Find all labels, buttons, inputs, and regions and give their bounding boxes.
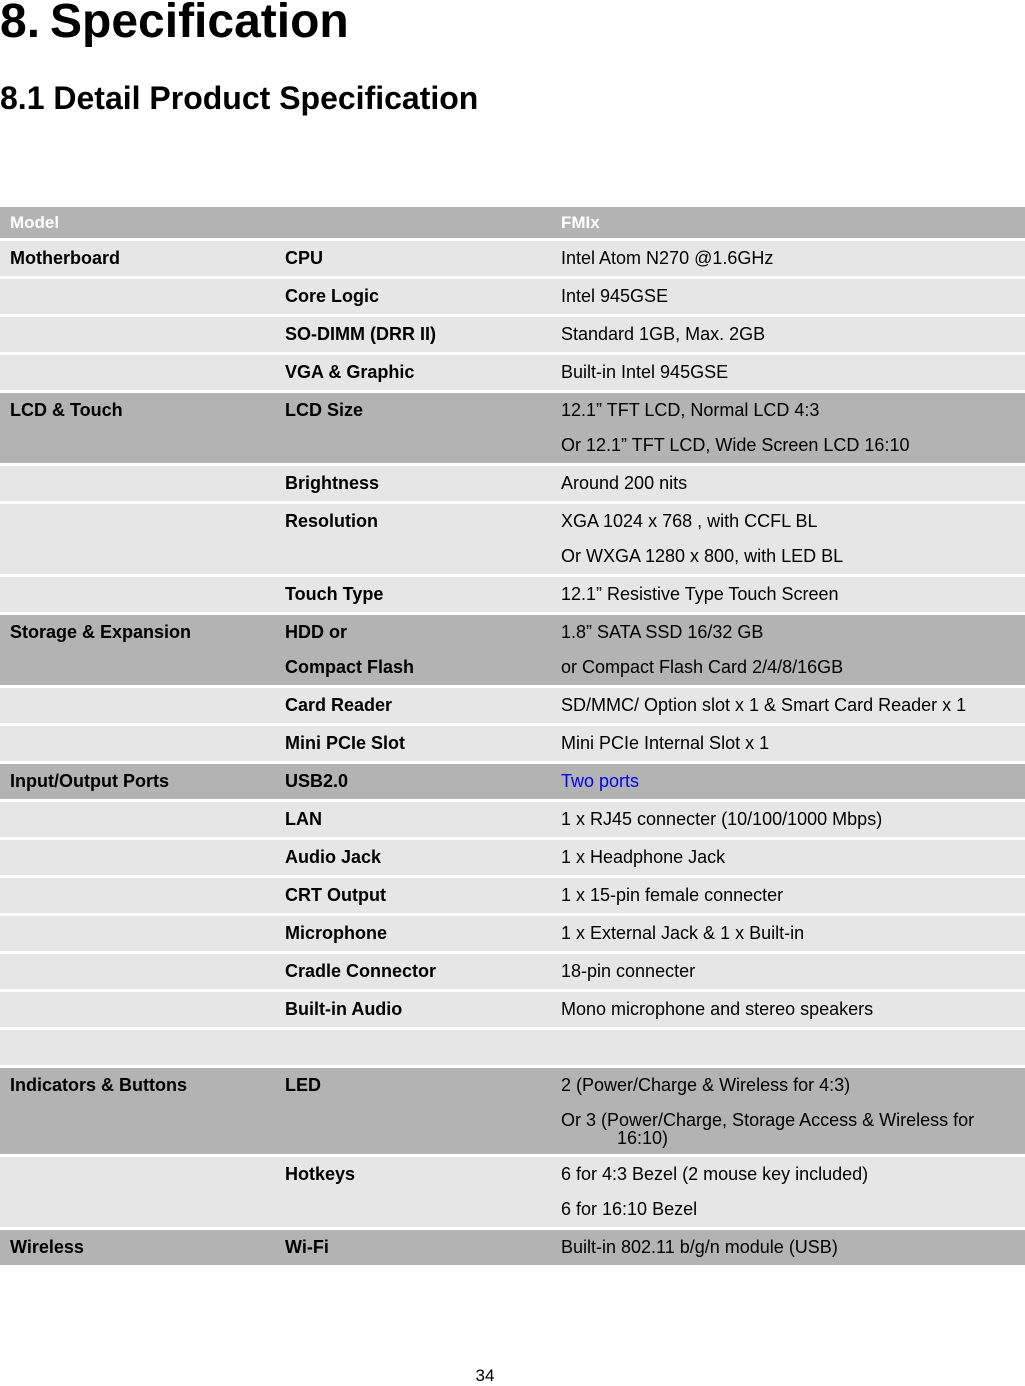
spec-item-line: Microphone xyxy=(285,923,387,943)
spec-category xyxy=(0,915,278,953)
spec-value-line: Or 3 (Power/Charge, Storage Access & Wireless for xyxy=(561,1110,975,1130)
table-row xyxy=(0,953,1025,991)
spec-item xyxy=(278,576,554,614)
table-row xyxy=(0,915,1025,953)
spec-category xyxy=(0,576,278,614)
spec-item xyxy=(278,725,554,763)
spec-category xyxy=(0,839,278,877)
spec-value-line xyxy=(561,1030,1025,1065)
table-row xyxy=(0,354,1025,392)
spec-item xyxy=(278,316,554,354)
spec-value-line: 16:10) xyxy=(617,1128,669,1148)
spec-value xyxy=(554,763,1025,801)
spec-item-line: VGA & Graphic xyxy=(285,362,415,382)
spec-value xyxy=(554,877,1025,915)
spec-value-line: XGA 1024 x 768 , with CCFL BL xyxy=(561,511,818,531)
table-row xyxy=(0,316,1025,354)
spec-item xyxy=(278,240,554,278)
table-row xyxy=(0,1067,1025,1156)
spec-item xyxy=(278,278,554,316)
spec-value-line: Or 12.1” TFT LCD, Wide Screen LCD 16:10 xyxy=(561,435,910,455)
spec-category xyxy=(0,465,278,503)
spec-item-line: Compact Flash xyxy=(285,657,415,677)
spec-item xyxy=(278,953,554,991)
table-header-row xyxy=(0,207,1025,240)
spec-category: Motherboard xyxy=(0,240,278,278)
spec-category xyxy=(0,877,278,915)
table-row xyxy=(0,763,1025,801)
spec-category xyxy=(0,1029,278,1067)
spec-item-line: Resolution xyxy=(285,511,378,531)
spec-value xyxy=(554,687,1025,725)
spec-item-line: HDD or xyxy=(285,622,347,642)
spec-value-line: 1.8” SATA SSD 16/32 GB xyxy=(561,622,764,642)
spec-item-line: Audio Jack xyxy=(285,847,382,867)
spec-value-line: Mono microphone and stereo speakers xyxy=(561,999,874,1019)
table-row xyxy=(0,687,1025,725)
spec-category xyxy=(0,953,278,991)
spec-value-line: 12.1” Resistive Type Touch Screen xyxy=(561,584,839,604)
table-row xyxy=(0,614,1025,687)
spec-item xyxy=(278,991,554,1029)
spec-category xyxy=(0,687,278,725)
spec-category: Wireless xyxy=(0,1229,278,1267)
spec-item-line: Brightness xyxy=(285,473,380,493)
spec-item xyxy=(278,801,554,839)
table-row xyxy=(0,839,1025,877)
spec-item-line: Hotkeys xyxy=(285,1164,356,1184)
spec-item xyxy=(278,1067,554,1156)
spec-item-line: Mini PCIe Slot xyxy=(285,733,406,753)
spec-value-line: Intel Atom N270 @1.6GHz xyxy=(561,248,774,268)
section-number: 8. xyxy=(0,0,41,48)
spec-item-line xyxy=(285,1030,554,1065)
spec-value-line: 2 (Power/Charge & Wireless for 4:3) xyxy=(561,1075,851,1095)
table-row xyxy=(0,991,1025,1029)
spec-item xyxy=(278,392,554,465)
spec-category xyxy=(0,1156,278,1229)
spec-value-line: Two ports xyxy=(561,771,640,791)
spec-value-line: SD/MMC/ Option slot x 1 & Smart Card Reader x 1 xyxy=(561,695,967,715)
spec-value xyxy=(554,240,1025,278)
spec-item xyxy=(278,877,554,915)
spec-item-line: Wi-Fi xyxy=(285,1237,329,1257)
spec-value xyxy=(554,316,1025,354)
table-row xyxy=(0,392,1025,465)
table-row xyxy=(0,240,1025,278)
spec-value xyxy=(554,576,1025,614)
spec-value-line: Or WXGA 1280 x 800, with LED BL xyxy=(561,546,844,566)
spec-value xyxy=(554,392,1025,465)
spec-value xyxy=(554,953,1025,991)
spec-value xyxy=(554,1067,1025,1156)
spec-value-line: Built-in 802.11 b/g/n module (USB) xyxy=(561,1237,838,1257)
spec-item-line: Card Reader xyxy=(285,695,393,715)
spec-value xyxy=(554,839,1025,877)
spec-item xyxy=(278,687,554,725)
spec-item xyxy=(278,465,554,503)
spec-item-line: SO-DIMM (DRR II) xyxy=(285,324,436,344)
spec-item xyxy=(278,839,554,877)
spec-value xyxy=(554,465,1025,503)
spec-value xyxy=(554,278,1025,316)
header-model-value: FMIx xyxy=(554,207,1025,240)
spec-value xyxy=(554,1229,1025,1267)
spec-value-line: 6 for 16:10 Bezel xyxy=(561,1199,698,1219)
spec-category xyxy=(0,801,278,839)
spec-value-line: Intel 945GSE xyxy=(561,286,669,306)
spec-item xyxy=(278,614,554,687)
header-model: Model xyxy=(0,207,278,240)
spec-value-line: Built-in Intel 945GSE xyxy=(561,362,729,382)
spec-item-line: CPU xyxy=(285,248,324,268)
spec-value-line: 1 x Headphone Jack xyxy=(561,847,726,867)
table-row xyxy=(0,503,1025,576)
spec-item-line: CRT Output xyxy=(285,885,386,905)
spec-item-line: Cradle Connector xyxy=(285,961,437,981)
spec-category: Storage & Expansion xyxy=(0,614,278,687)
spec-value-line: Around 200 nits xyxy=(561,473,688,493)
table-row xyxy=(0,278,1025,316)
spec-value xyxy=(554,725,1025,763)
spec-item xyxy=(278,915,554,953)
spec-table xyxy=(0,207,1025,1268)
page-number: 34 xyxy=(475,1366,495,1385)
spec-value xyxy=(554,1029,1025,1067)
spec-category: Input/Output Ports xyxy=(0,763,278,801)
spec-value xyxy=(554,915,1025,953)
spec-value-line: 1 x External Jack & 1 x Built-in xyxy=(561,923,805,943)
spec-value xyxy=(554,801,1025,839)
spec-item xyxy=(278,354,554,392)
spec-value-line: 1 x RJ45 connecter (10/100/1000 Mbps) xyxy=(561,809,883,829)
spec-value xyxy=(554,991,1025,1029)
spec-item-line: LED xyxy=(285,1075,321,1095)
spec-item-line: USB2.0 xyxy=(285,771,349,791)
spec-category: Indicators & Buttons xyxy=(0,1067,278,1156)
table-row xyxy=(0,1156,1025,1229)
spec-value-line: Mini PCIe Internal Slot x 1 xyxy=(561,733,770,753)
spec-category: LCD & Touch xyxy=(0,392,278,465)
table-row xyxy=(0,1229,1025,1267)
spec-value xyxy=(554,503,1025,576)
spec-value xyxy=(554,614,1025,687)
spec-value-line: or Compact Flash Card 2/4/8/16GB xyxy=(561,657,844,677)
spec-value-line: Standard 1GB, Max. 2GB xyxy=(561,324,766,344)
spec-value-line: 6 for 4:3 Bezel (2 mouse key included) xyxy=(561,1164,869,1184)
spec-category xyxy=(0,725,278,763)
spec-value-line: 1 x 15-pin female connecter xyxy=(561,885,784,905)
table-row xyxy=(0,725,1025,763)
spec-item-line: LAN xyxy=(285,809,322,829)
table-row xyxy=(0,877,1025,915)
table-row xyxy=(0,465,1025,503)
spec-category xyxy=(0,316,278,354)
spec-item xyxy=(278,1229,554,1267)
spec-value xyxy=(554,354,1025,392)
header-blank xyxy=(278,207,554,240)
spec-value xyxy=(554,1156,1025,1229)
spec-item-line: Core Logic xyxy=(285,286,380,306)
spec-category xyxy=(0,354,278,392)
spec-value-line: 18-pin connecter xyxy=(561,961,696,981)
table-row xyxy=(0,576,1025,614)
spec-item-line: LCD Size xyxy=(285,400,364,420)
spec-item xyxy=(278,503,554,576)
section-heading xyxy=(0,0,349,49)
subsection-heading: 8.1 Detail Product Specification xyxy=(0,80,479,116)
table-row xyxy=(0,801,1025,839)
spec-category xyxy=(0,503,278,576)
spec-item xyxy=(278,1156,554,1229)
spec-item xyxy=(278,1029,554,1067)
spec-item-line: Built-in Audio xyxy=(285,999,403,1019)
spec-item xyxy=(278,763,554,801)
section-title: Specification xyxy=(50,0,349,48)
spec-item-line: Touch Type xyxy=(285,584,384,604)
spec-category xyxy=(0,991,278,1029)
spec-value-line: 12.1” TFT LCD, Normal LCD 4:3 xyxy=(561,400,820,420)
table-row xyxy=(0,1029,1025,1067)
spec-category xyxy=(0,278,278,316)
